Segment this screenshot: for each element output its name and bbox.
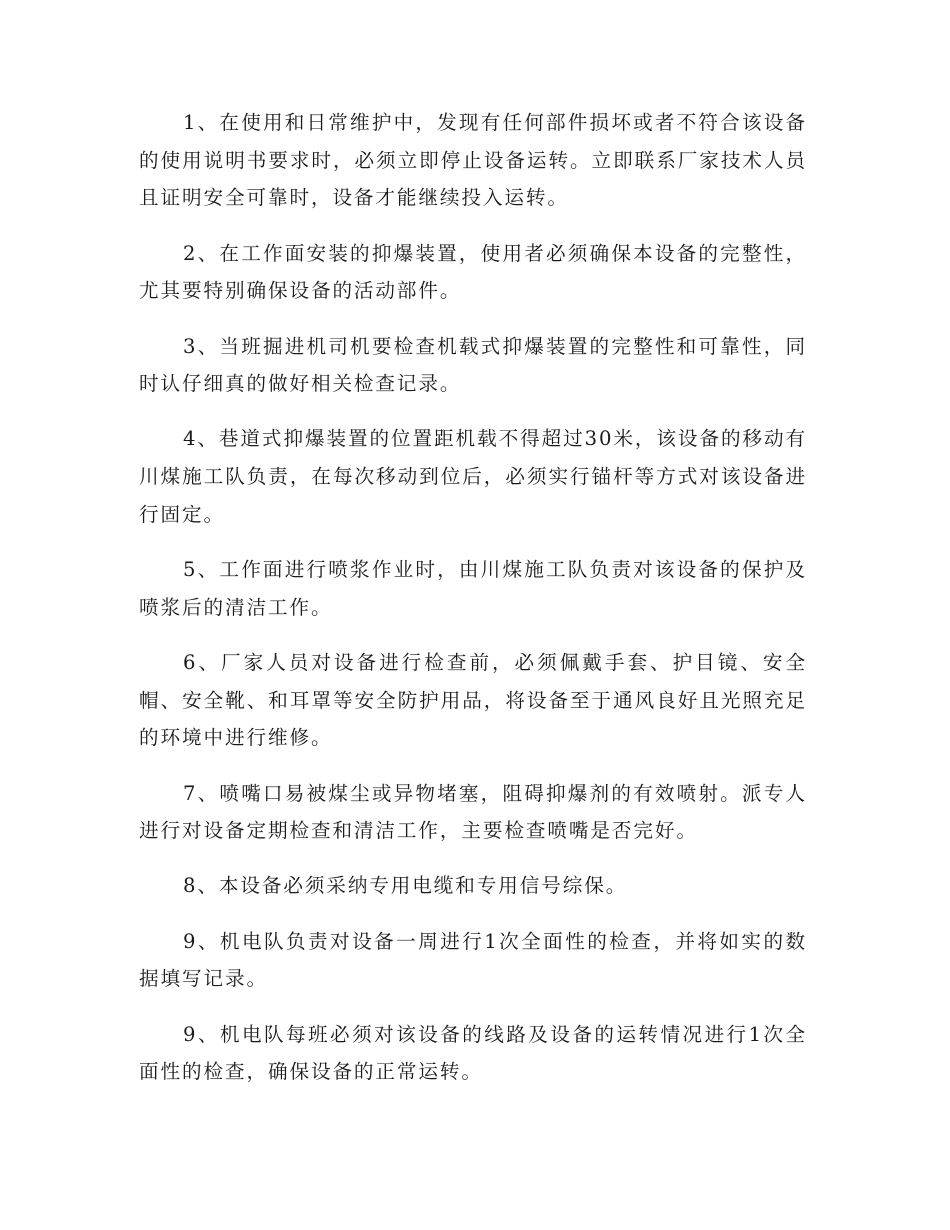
paragraph-10: 9、机电队每班必须对该设备的线路及设备的运转情况进行1次全面性的检查，确保设备的正常运转。 — [139, 1022, 807, 1084]
paragraph-9: 9、机电队负责对设备一周进行1次全面性的检查，并将如实的数据填写记录。 — [139, 929, 807, 991]
document-body — [139, 104, 807, 1108]
paragraph-8: 8、本设备必须采纳专用电缆和专用信号综保。 — [183, 874, 628, 898]
paragraph-6: 6、厂家人员对设备进行检查前，必须佩戴手套、护目镜、安全帽、安全靴、和耳罩等安全防护用品，将设备至于通风良好且光照充足的环境中进行维修。 — [139, 650, 807, 750]
paragraph-7: 7、喷嘴口易被煤尘或异物堵塞，阻碍抑爆剂的有效喷射。派专人进行对设备定期检查和清洁工作，主要检查喷嘴是否完好。 — [139, 781, 807, 843]
paragraph-5: 5、工作面进行喷浆作业时，由川煤施工队负责对该设备的保护及喷浆后的清洁工作。 — [139, 558, 807, 619]
paragraph-2: 2、在工作面安装的抑爆装置，使用者必须确保本设备的完整性，尤其要特别确保设备的活动部件。 — [139, 241, 807, 303]
paragraph-3: 3、当班掘进机司机要检查机载式抑爆装置的完整性和可靠性，同时认仔细真的做好相关检查记录。 — [139, 334, 807, 396]
paragraph-4: 4、巷道式抑爆装置的位置距机载不得超过30米，该设备的移动有川煤施工队负责，在每次移动到位后，必须实行锚杆等方式对该设备进行固定。 — [139, 427, 807, 526]
paragraph-1: 1、在使用和日常维护中，发现有任何部件损坏或者不符合该设备的使用说明书要求时，必须立即停止设备运转。立即联系厂家技术人员且证明安全可靠时，设备才能继续投入运转。 — [139, 111, 807, 210]
